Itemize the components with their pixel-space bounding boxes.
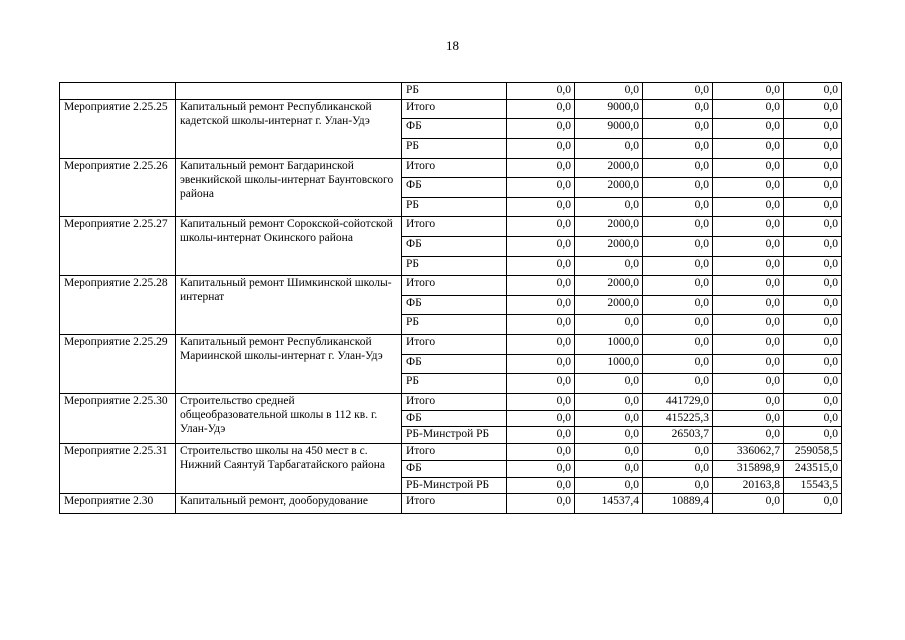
value-cell: 0,0 xyxy=(507,410,575,427)
value-cell: 0,0 xyxy=(643,354,713,374)
funding-source-cell: Итого xyxy=(402,217,507,237)
funding-source-cell: ФБ xyxy=(402,119,507,139)
value-cell: 1000,0 xyxy=(575,354,643,374)
measure-cell: Мероприятие 2.25.26 xyxy=(60,158,176,217)
description-cell xyxy=(176,83,402,100)
value-cell: 0,0 xyxy=(507,119,575,139)
value-cell: 0,0 xyxy=(575,393,643,410)
value-cell: 0,0 xyxy=(643,276,713,296)
value-cell: 0,0 xyxy=(507,427,575,444)
value-cell: 0,0 xyxy=(643,178,713,198)
funding-source-cell: РБ-Минстрой РБ xyxy=(402,477,507,494)
measure-cell xyxy=(60,83,176,100)
value-cell: 9000,0 xyxy=(575,99,643,119)
funding-source-cell: ФБ xyxy=(402,295,507,315)
value-cell: 0,0 xyxy=(643,158,713,178)
value-cell: 0,0 xyxy=(713,256,784,276)
value-cell: 0,0 xyxy=(713,427,784,444)
value-cell: 0,0 xyxy=(643,477,713,494)
value-cell: 441729,0 xyxy=(643,393,713,410)
funding-source-cell: Итого xyxy=(402,276,507,296)
value-cell: 0,0 xyxy=(784,217,842,237)
value-cell: 0,0 xyxy=(713,83,784,100)
budget-table xyxy=(59,82,842,514)
value-cell: 0,0 xyxy=(713,276,784,296)
value-cell: 0,0 xyxy=(784,158,842,178)
funding-source-cell: Итого xyxy=(402,444,507,461)
value-cell: 415225,3 xyxy=(643,410,713,427)
value-cell: 0,0 xyxy=(507,236,575,256)
value-cell: 26503,7 xyxy=(643,427,713,444)
value-cell: 0,0 xyxy=(507,477,575,494)
value-cell: 2000,0 xyxy=(575,276,643,296)
value-cell: 0,0 xyxy=(507,315,575,335)
funding-source-cell: Итого xyxy=(402,99,507,119)
value-cell: 0,0 xyxy=(507,334,575,354)
table-row xyxy=(60,276,842,296)
funding-source-cell: ФБ xyxy=(402,410,507,427)
description-cell: Строительство средней общеобразовательной школы в 112 кв. г. Улан-Удэ xyxy=(176,393,402,443)
value-cell: 315898,9 xyxy=(713,460,784,477)
value-cell: 0,0 xyxy=(643,197,713,217)
value-cell: 2000,0 xyxy=(575,295,643,315)
value-cell: 0,0 xyxy=(507,276,575,296)
value-cell: 0,0 xyxy=(643,256,713,276)
value-cell: 0,0 xyxy=(643,236,713,256)
funding-source-cell: ФБ xyxy=(402,354,507,374)
budget-table-body xyxy=(60,83,842,514)
value-cell: 0,0 xyxy=(784,256,842,276)
value-cell: 0,0 xyxy=(575,444,643,461)
value-cell: 0,0 xyxy=(507,444,575,461)
description-cell: Строительство школы на 450 мест в с. Нижний Саянтуй Тарбагатайского района xyxy=(176,444,402,494)
value-cell: 0,0 xyxy=(784,99,842,119)
value-cell: 0,0 xyxy=(784,83,842,100)
table-row xyxy=(60,444,842,461)
value-cell: 0,0 xyxy=(575,83,643,100)
value-cell: 0,0 xyxy=(507,83,575,100)
value-cell: 0,0 xyxy=(575,427,643,444)
value-cell: 0,0 xyxy=(713,197,784,217)
table-row xyxy=(60,334,842,354)
value-cell: 243515,0 xyxy=(784,460,842,477)
table-row xyxy=(60,494,842,514)
funding-source-cell: Итого xyxy=(402,334,507,354)
value-cell: 0,0 xyxy=(713,99,784,119)
value-cell: 0,0 xyxy=(713,138,784,158)
value-cell: 0,0 xyxy=(575,197,643,217)
description-cell: Капитальный ремонт Сорокской-сойотской школы-интернат Окинского района xyxy=(176,217,402,276)
funding-source-cell: Итого xyxy=(402,393,507,410)
funding-source-cell: ФБ xyxy=(402,236,507,256)
value-cell: 0,0 xyxy=(643,374,713,394)
value-cell: 0,0 xyxy=(713,410,784,427)
description-cell: Капитальный ремонт Республиканской Мариинской школы-интернат г. Улан-Удэ xyxy=(176,334,402,393)
value-cell: 0,0 xyxy=(713,374,784,394)
value-cell: 0,0 xyxy=(507,393,575,410)
table-row xyxy=(60,393,842,410)
value-cell: 0,0 xyxy=(643,295,713,315)
value-cell: 0,0 xyxy=(713,295,784,315)
value-cell: 0,0 xyxy=(507,178,575,198)
table-row xyxy=(60,217,842,237)
value-cell: 0,0 xyxy=(713,178,784,198)
value-cell: 0,0 xyxy=(507,354,575,374)
value-cell: 9000,0 xyxy=(575,119,643,139)
value-cell: 2000,0 xyxy=(575,217,643,237)
value-cell: 0,0 xyxy=(575,477,643,494)
funding-source-cell: Итого xyxy=(402,158,507,178)
value-cell: 0,0 xyxy=(643,217,713,237)
measure-cell: Мероприятие 2.25.29 xyxy=(60,334,176,393)
value-cell: 0,0 xyxy=(507,494,575,514)
value-cell: 0,0 xyxy=(784,295,842,315)
value-cell: 0,0 xyxy=(784,354,842,374)
value-cell: 0,0 xyxy=(643,444,713,461)
value-cell: 0,0 xyxy=(784,197,842,217)
value-cell: 0,0 xyxy=(643,460,713,477)
value-cell: 336062,7 xyxy=(713,444,784,461)
value-cell: 0,0 xyxy=(507,374,575,394)
value-cell: 2000,0 xyxy=(575,158,643,178)
value-cell: 0,0 xyxy=(784,119,842,139)
funding-source-cell: РБ xyxy=(402,138,507,158)
page-number: 18 xyxy=(446,38,459,53)
value-cell: 0,0 xyxy=(713,393,784,410)
value-cell: 0,0 xyxy=(784,178,842,198)
funding-source-cell: ФБ xyxy=(402,460,507,477)
value-cell: 0,0 xyxy=(784,236,842,256)
measure-cell: Мероприятие 2.25.28 xyxy=(60,276,176,335)
value-cell: 0,0 xyxy=(643,99,713,119)
table-row xyxy=(60,83,842,100)
funding-source-cell: ФБ xyxy=(402,178,507,198)
table-row xyxy=(60,158,842,178)
value-cell: 0,0 xyxy=(784,427,842,444)
measure-cell: Мероприятие 2.25.31 xyxy=(60,444,176,494)
value-cell: 0,0 xyxy=(784,374,842,394)
funding-source-cell: РБ xyxy=(402,315,507,335)
value-cell: 0,0 xyxy=(784,315,842,335)
value-cell: 0,0 xyxy=(575,138,643,158)
measure-cell: Мероприятие 2.30 xyxy=(60,494,176,514)
value-cell: 0,0 xyxy=(507,158,575,178)
measure-cell: Мероприятие 2.25.27 xyxy=(60,217,176,276)
value-cell: 0,0 xyxy=(643,119,713,139)
value-cell: 0,0 xyxy=(713,217,784,237)
table-row xyxy=(60,99,842,119)
value-cell: 0,0 xyxy=(643,138,713,158)
value-cell: 0,0 xyxy=(507,295,575,315)
value-cell: 0,0 xyxy=(643,83,713,100)
value-cell: 0,0 xyxy=(507,138,575,158)
value-cell: 0,0 xyxy=(507,197,575,217)
value-cell: 0,0 xyxy=(784,138,842,158)
value-cell: 0,0 xyxy=(575,460,643,477)
funding-source-cell: РБ-Минстрой РБ xyxy=(402,427,507,444)
description-cell: Капитальный ремонт Багдаринской эвенкийской школы-интернат Баунтовского района xyxy=(176,158,402,217)
value-cell: 0,0 xyxy=(784,410,842,427)
value-cell: 0,0 xyxy=(507,256,575,276)
value-cell: 0,0 xyxy=(784,334,842,354)
value-cell: 0,0 xyxy=(713,158,784,178)
value-cell: 0,0 xyxy=(507,460,575,477)
value-cell: 2000,0 xyxy=(575,178,643,198)
value-cell: 0,0 xyxy=(643,334,713,354)
funding-source-cell: РБ xyxy=(402,256,507,276)
value-cell: 259058,5 xyxy=(784,444,842,461)
value-cell: 15543,5 xyxy=(784,477,842,494)
measure-cell: Мероприятие 2.25.25 xyxy=(60,99,176,158)
funding-source-cell: РБ xyxy=(402,197,507,217)
funding-source-cell: РБ xyxy=(402,374,507,394)
measure-cell: Мероприятие 2.25.30 xyxy=(60,393,176,443)
value-cell: 20163,8 xyxy=(713,477,784,494)
value-cell: 0,0 xyxy=(713,354,784,374)
description-cell: Капитальный ремонт, дооборудование xyxy=(176,494,402,514)
value-cell: 14537,4 xyxy=(575,494,643,514)
value-cell: 0,0 xyxy=(713,334,784,354)
value-cell: 0,0 xyxy=(713,315,784,335)
value-cell: 0,0 xyxy=(575,256,643,276)
value-cell: 0,0 xyxy=(713,494,784,514)
value-cell: 0,0 xyxy=(784,393,842,410)
value-cell: 0,0 xyxy=(784,276,842,296)
value-cell: 0,0 xyxy=(575,374,643,394)
description-cell: Капитальный ремонт Республиканской кадетской школы-интернат г. Улан-Удэ xyxy=(176,99,402,158)
funding-source-cell: РБ xyxy=(402,83,507,100)
value-cell: 0,0 xyxy=(575,410,643,427)
value-cell: 0,0 xyxy=(784,494,842,514)
value-cell: 10889,4 xyxy=(643,494,713,514)
value-cell: 0,0 xyxy=(507,99,575,119)
value-cell: 0,0 xyxy=(643,315,713,335)
value-cell: 2000,0 xyxy=(575,236,643,256)
value-cell: 0,0 xyxy=(575,315,643,335)
description-cell: Капитальный ремонт Шимкинской школы-интернат xyxy=(176,276,402,335)
value-cell: 0,0 xyxy=(507,217,575,237)
value-cell: 0,0 xyxy=(713,119,784,139)
funding-source-cell: Итого xyxy=(402,494,507,514)
value-cell: 0,0 xyxy=(713,236,784,256)
value-cell: 1000,0 xyxy=(575,334,643,354)
